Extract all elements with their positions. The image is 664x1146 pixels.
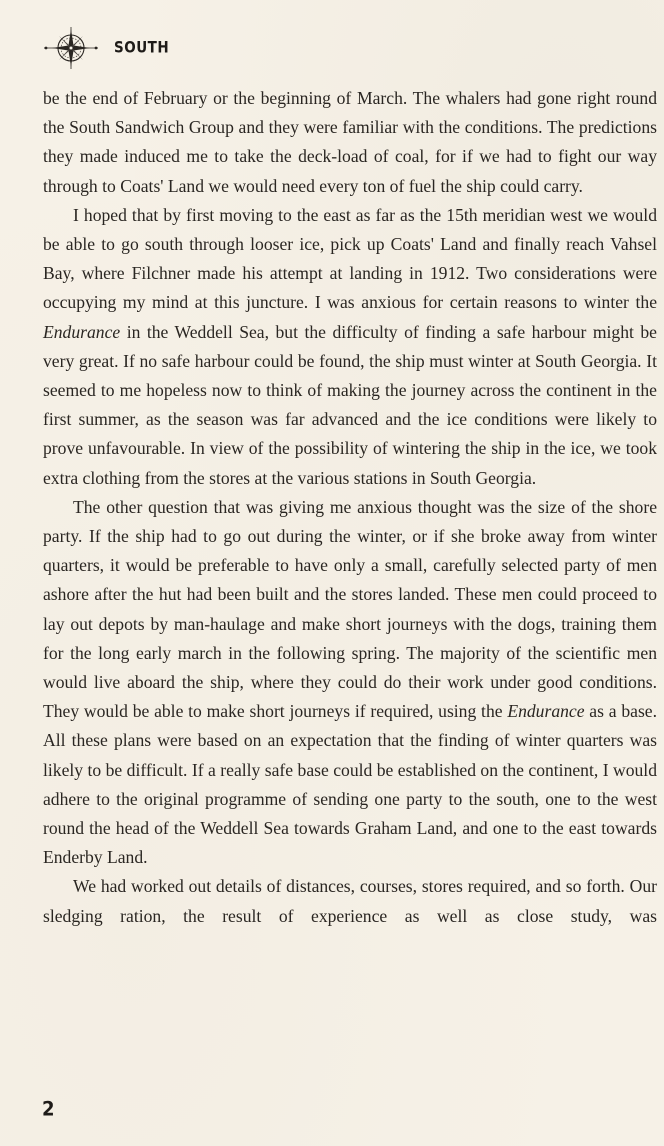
paragraph-text: in the Weddell Sea, but the difficulty of finding a safe harbour might be very great. If no safe harbour could be found, the ship must winter at South Georgia. It seemed to me hopeless now to think of making the journey across the continent in the first summer, as the season was far advanced and the ice conditions were likely to prove unfavourable. In view of the possibility of wintering the ship in the ice, we took extra clothing from the stores at the various stations in South Georgia. <box>43 321 657 488</box>
running-head: SOUTH <box>114 38 170 58</box>
body-text <box>43 84 657 931</box>
paragraph <box>43 201 657 493</box>
compass-rose-icon <box>42 26 100 70</box>
paragraph: We had worked out details of distances, courses, stores required, and so forth. Our sledging ration, the result of experience as well as close study, was <box>43 876 657 926</box>
ship-name: Endurance <box>507 701 585 722</box>
paragraph: be the end of February or the beginning of March. The whalers had gone right round the South Sandwich Group and they were familiar with the conditions. The predictions they made induced me to take the deck-load of coal, for if we had to fight our way through to Coats' Land we would need every ton of fuel the ship could carry. <box>43 88 657 196</box>
page-number: 2 <box>42 1097 55 1122</box>
page-header <box>42 26 169 70</box>
ship-name: Endurance <box>43 321 121 342</box>
paragraph <box>43 493 657 873</box>
paragraph-text: as a base. All these plans were based on an expectation that the finding of winter quarters was likely to be difficult. If a really safe base could be established on the continent, I would adhere to the original programme of sending one party to the south, one to the west round the head of the Weddell Sea towards Graham Land, and one to the east towards Enderby Land. <box>43 701 657 868</box>
paragraph-text: I hoped that by first moving to the east as far as the 15th meridian west we would be able to go south through looser ice, pick up Coats' Land and finally reach Vahsel Bay, where Filchner made his attempt at landing in 1912. Two considerations were occupying my mind at this juncture. I was anxious for certain reasons to winter the <box>43 204 657 313</box>
paragraph-text: The other question that was giving me anxious thought was the size of the shore party. If the ship had to go out during the winter, or if she broke away from winter quarters, it would be preferable to have only a small, carefully selected party of men ashore after the hut had been built and the stores landed. These men could proceed to lay out depots by man-haulage and make short journeys with the dogs, training them for the long early march in the following spring. The majority of the scientific men would live aboard the ship, where they could do their work under good conditions. They would be able to make short journeys if required, using the <box>43 496 657 722</box>
